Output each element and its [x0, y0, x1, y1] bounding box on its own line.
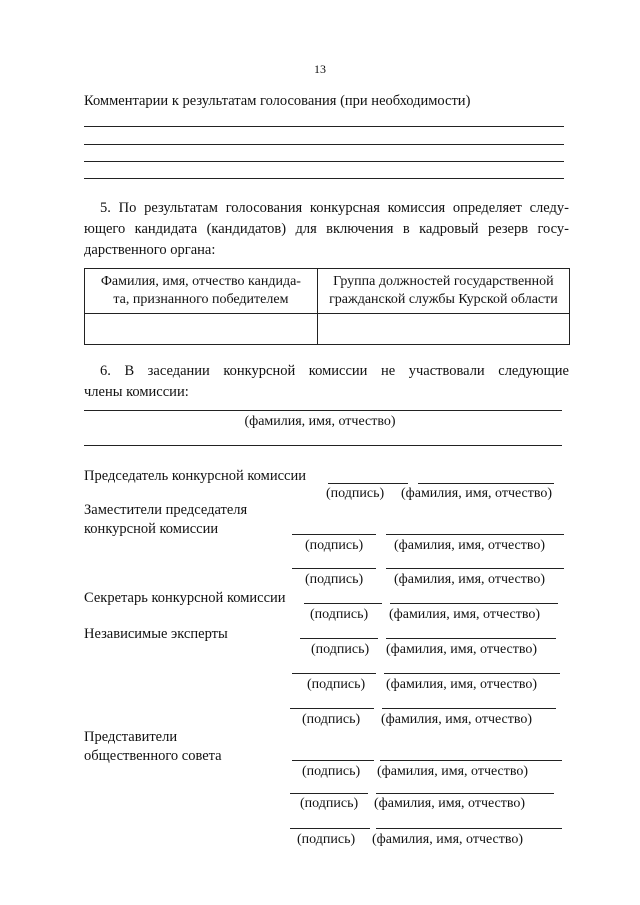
expert-signature-line — [290, 708, 374, 709]
deputy-signature-caption: (подпись) — [305, 572, 364, 587]
deputy-signature-caption: (подпись) — [305, 538, 364, 553]
expert-signature-caption: (подпись) — [307, 677, 366, 692]
comments-heading: Комментарии к результатам голосования (при необходимости) — [84, 93, 471, 109]
chairman-signature-caption: (подпись) — [326, 486, 385, 501]
absent-members-line — [84, 410, 562, 411]
secretary-signature-caption: (подпись) — [310, 607, 369, 622]
section-5-line: ющего кандидата (кандидатов) для включения в кадровый резерв госу- — [84, 221, 569, 237]
winner-table-header-row — [85, 269, 570, 314]
comments-line — [84, 178, 564, 179]
comments-line — [84, 161, 564, 162]
deputies-label: Заместители председателя конкурсной комиссии — [84, 502, 248, 537]
absent-members-caption: (фамилия, имя, отчество) — [244, 414, 396, 429]
expert-signature-caption: (подпись) — [311, 642, 370, 657]
council-fio-line — [380, 760, 562, 761]
deputy-fio-caption: (фамилия, имя, отчество) — [394, 538, 546, 553]
council-signature-caption: (подпись) — [302, 764, 361, 779]
expert-signature-caption: (подпись) — [302, 712, 361, 727]
council-fio-caption: (фамилия, имя, отчество) — [372, 832, 524, 847]
page-number: 13 — [314, 62, 326, 76]
deputy-fio-line — [386, 534, 564, 535]
deputy-fio-line — [386, 568, 564, 569]
expert-signature-line — [292, 673, 376, 674]
winner-table-cell-name[interactable] — [85, 314, 318, 345]
winner-table — [84, 268, 570, 345]
expert-fio-caption: (фамилия, имя, отчество) — [386, 677, 538, 692]
council-signature-caption: (подпись) — [300, 796, 359, 811]
winner-table-row — [85, 314, 570, 345]
comments-line — [84, 144, 564, 145]
council-signature-line — [290, 793, 368, 794]
section-6-paragraph — [84, 361, 569, 403]
deputy-signature-line — [292, 568, 376, 569]
chairman-fio-caption: (фамилия, имя, отчество) — [401, 486, 553, 501]
expert-fio-line — [386, 638, 556, 639]
absent-members-line — [84, 445, 562, 446]
section-6-line: члены комиссии: — [84, 384, 189, 400]
deputy-signature-line — [292, 534, 376, 535]
expert-fio-caption: (фамилия, имя, отчество) — [381, 712, 533, 727]
secretary-fio-caption: (фамилия, имя, отчество) — [389, 607, 541, 622]
chairman-signature-line — [328, 483, 408, 484]
winner-table-header-group: Группа должностей государственной гражданской службы Курской области — [317, 269, 569, 314]
expert-signature-line — [300, 638, 378, 639]
council-signature-caption: (подпись) — [297, 832, 356, 847]
expert-fio-line — [382, 708, 556, 709]
secretary-signature-line — [304, 603, 382, 604]
council-signature-line — [290, 828, 370, 829]
council-signature-line — [292, 760, 374, 761]
section-5-line: дарственного органа: — [84, 242, 216, 258]
council-fio-caption: (фамилия, имя, отчество) — [374, 796, 526, 811]
public-council-label: Представители общественного совета — [84, 729, 222, 764]
secretary-label: Секретарь конкурсной комиссии — [84, 590, 286, 606]
winner-table-cell-group[interactable] — [317, 314, 569, 345]
section-5-paragraph — [84, 198, 569, 261]
expert-fio-caption: (фамилия, имя, отчество) — [386, 642, 538, 657]
council-fio-line — [376, 828, 562, 829]
chairman-fio-line — [418, 483, 554, 484]
chairman-label: Председатель конкурсной комиссии — [84, 468, 306, 484]
winner-table-header-name: Фамилия, имя, отчество кандида- та, признанного победителем — [85, 269, 318, 314]
secretary-fio-line — [390, 603, 558, 604]
experts-label: Независимые эксперты — [84, 626, 228, 642]
council-fio-caption: (фамилия, имя, отчество) — [377, 764, 529, 779]
comments-line — [84, 126, 564, 127]
section-5-line: 5. По результатам голосования конкурсная комиссия определяет следу- — [100, 200, 569, 216]
expert-fio-line — [384, 673, 560, 674]
section-6-line: 6. В заседании конкурсной комиссии не участвовали следующие — [100, 363, 569, 379]
council-fio-line — [376, 793, 554, 794]
deputy-fio-caption: (фамилия, имя, отчество) — [394, 572, 546, 587]
